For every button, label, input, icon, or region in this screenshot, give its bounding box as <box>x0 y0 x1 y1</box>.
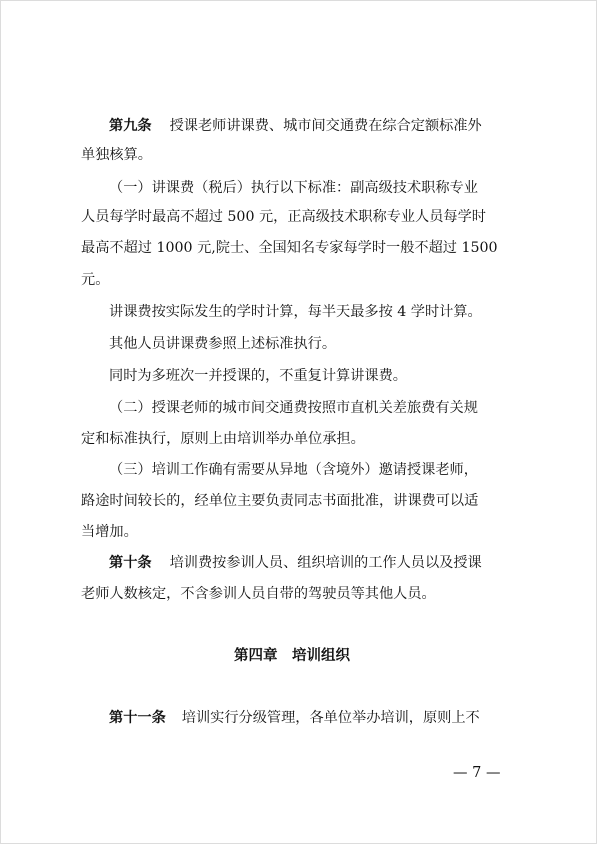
article-11-label: 第十一条 <box>109 710 166 726</box>
paragraph-6-line-2: 路途时间较长的，经单位主要负责同志书面批准，讲课费可以适 <box>81 493 479 509</box>
paragraph-1-line-1: （一）讲课费（税后）执行以下标准：副高级技术职称专业 <box>109 180 478 196</box>
paragraph-1-line-4: 元。 <box>81 272 110 288</box>
paragraph-1-line-2: 人员每学时最高不超过 500 元，正高级技术职称专业人员每学时 <box>81 209 486 225</box>
article-9-text: 授课老师讲课费、城市间交通费在综合定额标准外 <box>169 118 482 134</box>
article-9-line-1 <box>109 117 482 135</box>
paragraph-2: 讲课费按实际发生的学时计算，每半天最多按 4 学时计算。 <box>109 304 482 320</box>
paragraph-5-line-1: （二）授课老师的城市间交通费按照市直机关差旅费有关规 <box>109 400 478 416</box>
paragraph-1-line-3: 最高不超过 1000 元,院士、全国知名专家每学时一般不超过 1500 <box>81 240 498 256</box>
chapter-heading: 第四章 培训组织 <box>234 648 350 664</box>
paragraph-3: 其他人员讲课费参照上述标准执行。 <box>109 336 337 352</box>
paragraph-6-line-1: （三）培训工作确有需要从异地（含境外）邀请授课老师， <box>109 462 478 478</box>
document-page <box>1 1 596 843</box>
article-9-label: 第九条 <box>109 118 152 134</box>
article-9-line-2: 单独核算。 <box>81 147 152 163</box>
paragraph-5-line-2: 定和标准执行，原则上由培训举办单位承担。 <box>81 431 365 447</box>
article-11-line-1 <box>109 709 480 727</box>
article-10-line-1 <box>109 554 482 572</box>
article-10-line-2: 老师人数核定，不含参训人员自带的驾驶员等其他人员。 <box>81 586 436 602</box>
article-11-text: 培训实行分级管理，各单位举办培训，原则上不 <box>181 710 480 726</box>
article-10-label: 第十条 <box>109 555 152 571</box>
article-10-text: 培训费按参训人员、组织培训的工作人员以及授课 <box>169 555 482 571</box>
paragraph-6-line-3: 当增加。 <box>81 524 138 540</box>
page-number: — 7 — <box>453 765 501 781</box>
paragraph-4: 同时为多班次一并授课的，不重复计算讲课费。 <box>109 368 407 384</box>
